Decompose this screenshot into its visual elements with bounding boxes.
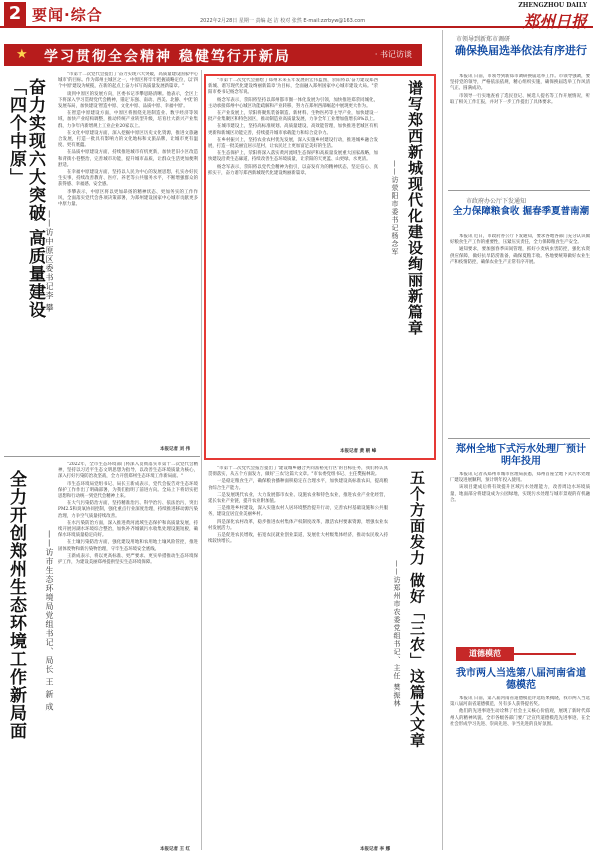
banner-tag: · 书记访谈 (374, 50, 412, 59)
paper-title-en: ZHENGZHOU DAILY (518, 2, 587, 9)
article-subhead: ——访荥阳市委书记杨念军 (391, 160, 399, 256)
party-emblem-icon: ★ (16, 47, 28, 62)
sidebar-kicker: 市政府办公厅下发通知 (466, 198, 527, 205)
divider (448, 190, 590, 191)
article-headline: 全力开创郑州生态环境工作新局面 (6, 470, 26, 740)
sidebar-body: 本报讯 记者从郑州市城市管理局获悉，郑州首座全地下式污水处理厂建设进展顺利，预计明年投入使用。 该项目建成后将有效提升区域污水处理能力，改善周边水环境质量，地面部分将建设成为公园绿地，实现污水处理与城市景观的有机融合。 (450, 472, 590, 503)
section-ribbon (456, 647, 576, 661)
sidebar-body: 本报讯 日前，市领导到新郑市调研换届选举工作。市领导强调，要坚持党的领导，严格依法依规，精心组织实施，确保换届选举工作风清气正、圆满成功。 市领导一行实地查看了选民登记、候选人提名等工作开展情况，听取了相关工作汇报，并对下一步工作提出了具体要求。 (450, 74, 590, 105)
ribbon-label: 道德模范 (456, 647, 514, 661)
article-subhead: ——访市生态环境局党组书记、局长 王 新 成 (45, 530, 54, 712)
section-banner (4, 44, 422, 66)
paper-title-cn: 郑州日报 (522, 12, 587, 31)
article-headline: 奋力实现六大突破 高质量建设「四个中原」 (6, 78, 45, 319)
paper-title (518, 2, 587, 32)
masthead-info: 2022年2月28日 星期一 责编 赵 洁 校对 张然 E-mail:zzrbyw@163.com (200, 18, 366, 24)
sidebar-kicker: 市领导到新郑市调研 (456, 36, 511, 43)
sidebar-body: 本报讯 近日，市政府办公厅下发通知，要求各地各部门充分认识做好粮食生产工作的重要性，压紧压实责任，全力保障粮食生产安全。 通知要求，要加强春季田间管理，抓好小麦病虫害防控，强化农资供应保障，做好抗旱防涝准备，确保夏粮丰收。各地要统筹做好农业生产和疫情防控，确保农业生产正常有序开展。 (450, 234, 590, 265)
article-headline: 五个方面发力 做好「三农」这篇大文章 (408, 470, 426, 749)
article-body: "市第十二次党代会描绘了郑州未来五年发展的宏伟蓝图，荥阳将以'奋力建设郑西新城、谱写现代化建设绚丽新篇章'为目标，全面融入郑州国家中心城市建设大局。"荥阳市委书记杨念军说。 杨念军表示，荥阳将坚持以郑州都市圈一体化发展为引领，加快推进郑荥同城化，主动承接郑州中心城区功能疏解和产业转移，努力在郑州西部崛起中展现更大作为。 在产业发展上，荥阳将聚焦装备制造、新材料、生物医药等主导产业，加快建设一批产业集聚区和特色园区，推动制造业高质量发展，力争全年工业增加值增长8%以上。 在城市建设上，坚持高标准规划、高质量建设、高效能管理，加快推进老城区有机更新和新城区功能完善，持续提升城市承载能力和综合竞争力。 在乡村振兴上，坚持农业农村优先发展，深入实施乡村建设行动，推进城乡融合发展，打造一批美丽宜居示范村，让农民过上更加富足美好的生活。 在生态保护上，荥阳将深入落实黄河流域生态保护和高质量发展重大国家战略，加快建设沿黄生态廊道，持续改善生态环境质量，让荥阳的天更蓝、山更绿、水更清。 杨念军表示，荥阳将以党代会精神为指引，以奋发有为的精神状态，坚定信心、真抓实干，奋力谱写郑西新城现代化建设绚丽新篇章。 (208, 78, 378, 176)
article-byline: 本报记者 黄 朝 峰 (340, 449, 377, 454)
ribbon-tail (514, 653, 576, 655)
sidebar-body: 本报讯 日前，第八届河南省道德模范评选结果揭晓，我市两人当选第八届河南省道德模范，另有多人获得提名奖。 他们的先进事迹生动诠释了社会主义核心价值观，展现了新时代郑州人的精神风貌。全市各级各部门要广泛宣传道德模范先进事迹，在全社会形成学习先进、崇尚先进、争当先进的良好氛围。 (450, 696, 590, 727)
column-divider (201, 70, 202, 850)
article-body: "市第十二次党代会提出了'奋力实现六大突破，高质量建设国家中心城市'的目标。作为郑州主城区之一，中原区将牢牢把握战略定位，以'四个中原'建设为统揽，在新的起点上奋力书写高质量发展新篇章。" 谈到中原区的发展方向，区委书记李攀思路清晰。他表示，全区上下将深入学习贯彻党代会精神，锚定'东强、南动、西美、北静、中优'的发展布局，加快建设'智造中原、文化中原、品质中原、幸福中原'。 在智造中原建设方面，中原区将围绕先进制造业、数字经济等领域，加快产业结构调整，推动传统产业转型升级，培育壮大新兴产业集群，力争年内新增规上工业企业20家以上。 在文化中原建设方面，深入挖掘中原区历史文化资源，推进文旅融合发展，打造一批具有影响力的文化地标和文旅品牌，让城市更有温度、更有底蕴。 在品质中原建设方面，持续推进城市有机更新，加快老旧小区改造和背街小巷整治，完善城市功能，提升城市品质，让群众生活更加便利舒适。 在幸福中原建设方面，坚持以人民为中心的发展思想，扎实办好民生实事，持续改善教育、医疗、养老等公共服务水平，不断增强群众的获得感、幸福感、安全感。 李攀表示，中原区将以更加昂扬的精神状态、更加务实的工作作风，全面落实党代会各项决策部署，为郑州建设国家中心城市贡献更多中原力量。 (58, 72, 198, 208)
article-headline: 谱写郑西新城现代化建设绚丽新篇章 (406, 80, 424, 336)
sidebar-headline: 我市两人当选第八届河南省道德模范 (456, 668, 586, 691)
article-subhead: ——访郑州市农委党组书记、主任 樊振林 (393, 560, 401, 708)
article-body: "市第十二次党代会报告提出了'建设城乡融合共同富裕先行区'的目标任务，我们将认真贯彻落实，从五个方面发力，做好'三农'这篇大文章。"市农委党组书记、主任樊振林说。 一是稳定粮食生产，确保粮食播种面积稳定在合理水平，加快建设高标准农田，提高粮食综合生产能力。 二是发展现代农业，大力发展都市农业、设施农业和特色农业，推进农业产业化经营，延长农业产业链，提升农业附加值。 三是推进乡村建设，深入实施农村人居环境整治提升行动，完善农村基础设施和公共服务，建设宜居宜业美丽乡村。 四是深化农村改革，稳步推进农村集体产权制度改革，激活农村要素资源，增强农业农村发展活力。 五是促进农民增收，拓宽农民就业创业渠道，发展壮大村级集体经济，推动农民收入持续较快增长。 (208, 466, 388, 545)
article-subhead: ——访中原区委书记李 攀 (45, 210, 54, 313)
banner-title: 学习贯彻全会精神 稳健笃行开新局 (44, 49, 291, 65)
sidebar-headline: 全力保障粮食收 掘春季夏普南潮 (452, 206, 590, 217)
section-name: 要闻·综合 (32, 6, 103, 24)
article-byline: 本报记者 李 娜 (360, 847, 391, 852)
sidebar-headline: 郑州全地下式污水处理厂预计明年投用 (456, 444, 586, 467)
divider (448, 438, 590, 439)
article-byline: 本报记者 王 红 (160, 847, 191, 852)
page-number: 2 (4, 2, 26, 26)
page-masthead (0, 0, 593, 31)
column-divider (442, 30, 443, 850)
sidebar-headline: 确保换届选举依法有序进行 (455, 44, 587, 57)
article-body: "2022年，全市生态环境部门将深入贯彻落实市第十二次党代会精神，坚持以习近平生态文明思想为指导，以改善生态环境质量为核心，深入打好污染防治攻坚战，全力开创郑州生态环境工作新局面。" 市生态环境局党组书记、局长王新成表示，党代会报告对生态环境保护工作作出了明确部署，为我们指明了前进方向。全局上下将切实把思想和行动统一到党代会精神上来。 在大气污染防治方面，坚持精准治污、科学治污、依法治污，突出PM2.5和臭氧协同控制，强化重点行业深度治理，持续推进移动源污染治理，力争空气质量持续改善。 在水污染防治方面，深入推进黄河流域生态保护和高质量发展，持续开展河湖水环境综合整治，加快补齐城镇污水收集处理设施短板，确保水环境质量稳定向好。 在土壤污染防治方面，强化建设用地和农用地土壤风险管控，推进固体废物和新污染物治理，守牢生态环境安全底线。 王新成表示，将以更高标准、更严要求、更实举措推动生态环境保护工作，为建设美丽郑州提供坚实生态环境保障。 (58, 462, 198, 566)
divider (4, 456, 200, 457)
article-byline: 本报记者 刘 伟 (160, 447, 191, 452)
